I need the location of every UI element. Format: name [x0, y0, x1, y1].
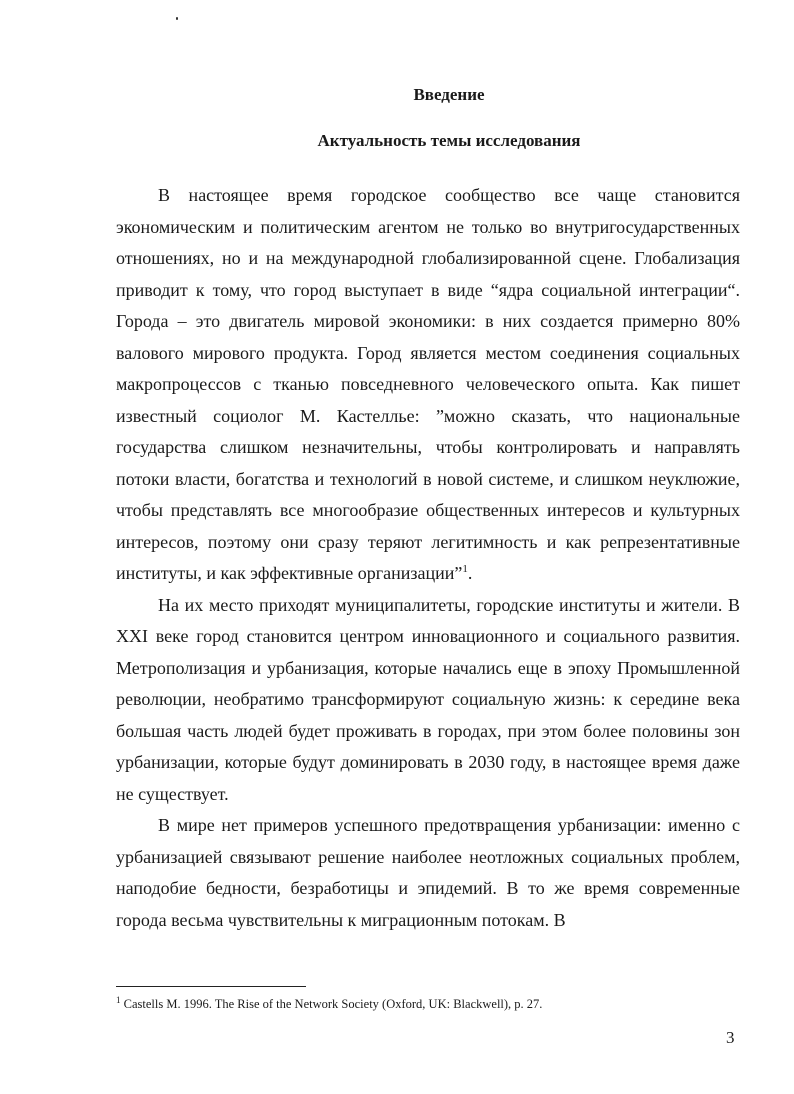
footnote-text: Castells M. 1996. The Rise of the Network Society (Oxford, UK: Blackwell), p. 27.	[123, 997, 543, 1011]
footnote	[116, 996, 740, 1012]
footnote-reference: 1	[462, 563, 468, 575]
paragraph-1-end: .	[467, 563, 473, 583]
paragraph-3: В мире нет примеров успешного предотвращения урбанизации: именно с урбанизацией связывают решение наиболее неотложных социальных проблем, наподобие бедности, безработицы и эпидемий. В то же время современные города весьма чувствительны к миграционным потокам. В	[116, 815, 740, 930]
body-text	[116, 180, 740, 936]
paragraph-2: На их место приходят муниципалитеты, городские институты и жители. В XXI веке город становится центром инновационного и социального развития. Метрополизация и урбанизация, которые начались еще в эпоху Промышленной революции, необратимо трансформируют социальную жизнь: к середине века большая часть людей будет проживать в городах, при этом более половины зон урбанизации, которые будут доминировать в 2030 году, в настоящее время даже не существует.	[116, 594, 740, 804]
paragraph-1	[116, 180, 740, 590]
page-title: Введение	[413, 85, 485, 104]
scan-speck	[176, 17, 178, 20]
footnote-divider	[116, 986, 306, 987]
section-subtitle: Актуальность темы исследования	[317, 131, 581, 150]
footnote-marker: 1	[116, 994, 121, 1005]
paragraph-1-text: В настоящее время городское сообщество все чаще становится экономическим и политическим агентом не только во внутригосударственных отношениях, но и на международной глобализированной сцене. Глобализация приводит к тому, что город выступает в виде “ядра социальной интеграции“. Города – это двигатель мировой экономики: в них создается примерно 80% валового мирового продукта. Город является местом соединения социальных макропроцессов с тканью повседневного человеческого опыта. Как пишет известный социолог М. Кастеллье: ”можно сказать, что национальные государства слишком незначительны, чтобы контролировать и направлять потоки власти, богатства и технологий в новой системе, и слишком неуклюжие, чтобы представлять все многообразие общественных интересов и культурных интересов, поэтому они сразу теряют легитимность и как репрезентативные институты, и как эффективные организации”	[116, 185, 740, 583]
page-number: 3	[726, 1028, 735, 1047]
